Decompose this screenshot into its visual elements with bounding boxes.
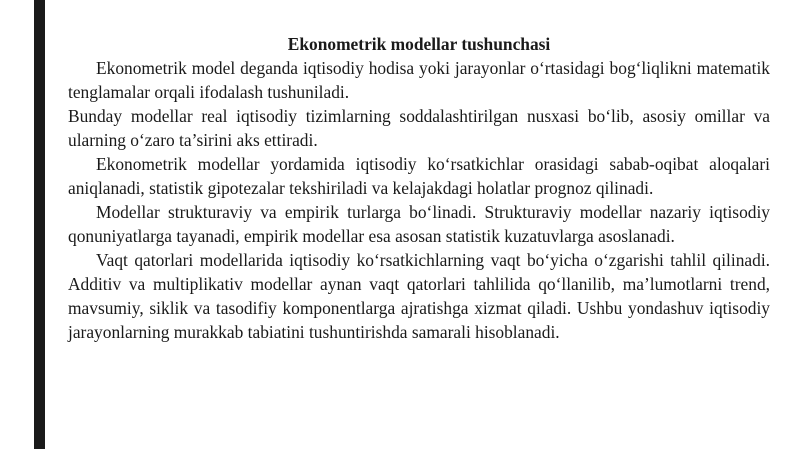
paragraph-purpose: Ekonometrik modellar yordamida iqtisodiy ko‘rsatkichlar orasidagi sabab-oqibat aloqalari aniqlanadi, statistik gipotezalar tekshiriladi va kelajakdagi holatlar prognoz qilinadi. [68, 154, 770, 198]
slide-title: Ekonometrik modellar tushunchasi [287, 34, 551, 54]
left-accent-bar [34, 0, 45, 449]
paragraph-model-types: Modellar strukturaviy va empirik turlarga bo‘linadi. Strukturaviy modellar nazariy iqtisodiy qonuniyatlarga tayanadi, empirik modellar esa asosan statistik kuzatuvlarga asoslanadi. [68, 202, 770, 246]
paragraph-definition: Ekonometrik model deganda iqtisodiy hodisa yoki jarayonlar o‘rtasidagi bog‘liqlikni matematik tenglamalar orqali ifodalash tushuniladi. [68, 58, 770, 102]
paragraph-time-series: Vaqt qatorlari modellarida iqtisodiy ko‘rsatkichlarning vaqt bo‘yicha o‘zgarishi tahlil qilinadi. Additiv va multiplikativ modellar aynan vaqt qatorlari tahlilida qo‘llanilib, ma’lumotlarni trend, mavsumiy, siklik va tasodifiy komponentlarga ajratishga xizmat qiladi. Ushbu yondashuv iqtisodiy jarayonlarning murakkab tabiatini tushuntirishda samarali hisoblanadi. [68, 250, 770, 342]
slide-content [68, 32, 770, 344]
paragraph-simplified-copy: Bunday modellar real iqtisodiy tizimlarning soddalashtirilgan nusxasi bo‘lib, asosiy omillar va ularning o‘zaro ta’sirini aks ettiradi. [68, 106, 770, 150]
